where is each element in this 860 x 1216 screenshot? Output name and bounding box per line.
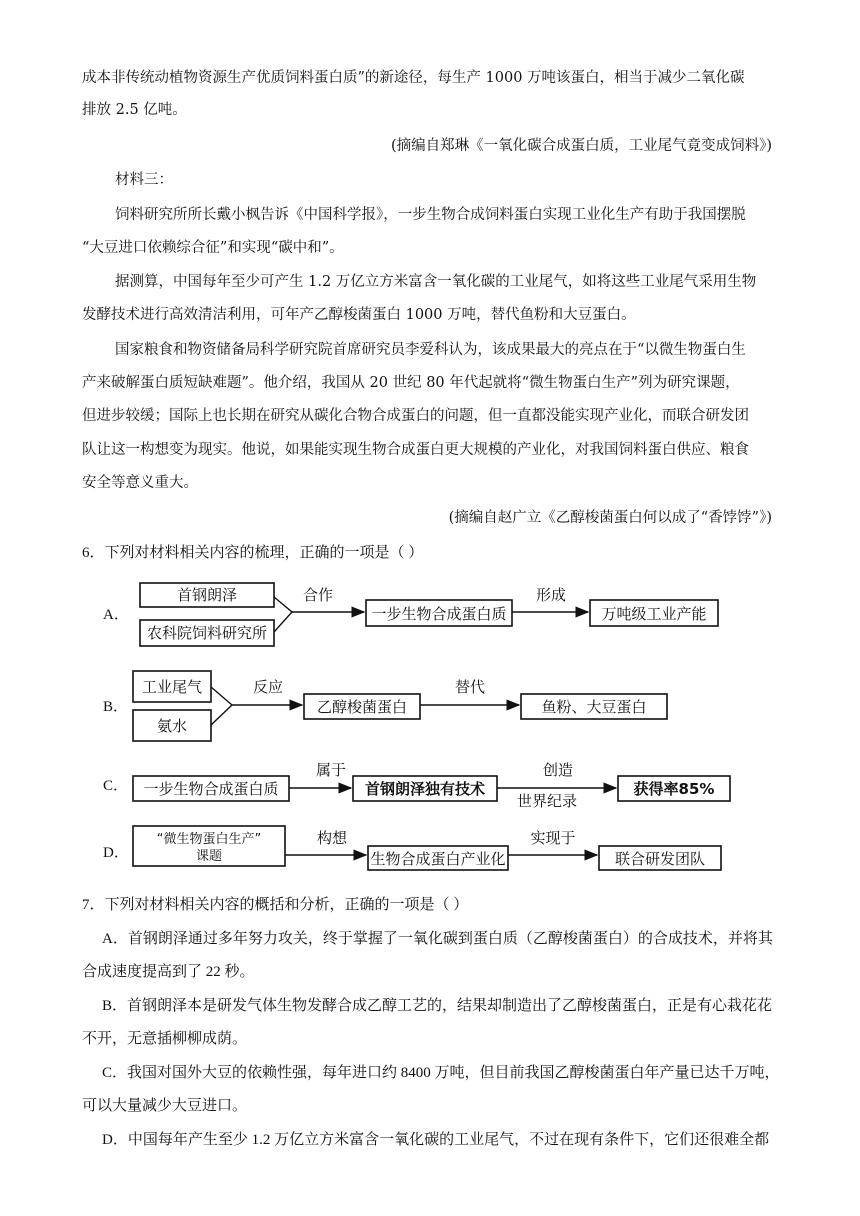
merge-lines	[274, 597, 292, 632]
option-a-label[interactable]: A．	[103, 607, 129, 623]
citation: (摘编自赵广立《乙醇梭菌蛋白何以成了“香饽饽”》)	[448, 510, 772, 526]
arrow-label: 实现于	[530, 829, 576, 847]
option-b-text[interactable]: B．首钢朗泽本是研发气体生物发酵合成乙醇工艺的，结果却制造出了乙醇梭菌蛋白，正是有心栽花花	[102, 998, 773, 1014]
box-text: 课题	[195, 849, 223, 864]
diagram-b	[133, 671, 667, 741]
box-text: 鱼粉、大豆蛋白	[541, 698, 647, 716]
passage-line: 成本非传统动植物资源生产优质饲料蛋白质”的新途径，每生产 1000 万吨该蛋白，相当于减少二氧化碳	[82, 70, 745, 86]
option-b-text: 不开，无意插柳柳成荫。	[82, 1031, 248, 1047]
arrow-label: 形成	[535, 586, 567, 604]
box-text: 一步生物合成蛋白质	[143, 780, 279, 798]
arrow-label: 构想	[316, 829, 348, 847]
box-text: 生物合成蛋白产业化	[370, 850, 506, 868]
option-c-text: 可以大量减少大豆进口。	[82, 1098, 248, 1114]
passage-line: 但进步较缓；国际上也长期在研究从碳化合物合成蛋白的问题，但一直都没能实现产业化，而联合研发团	[82, 408, 749, 424]
passage-line: 队让这一构想变为现实。他说，如果能实现生物合成蛋白更大规模的产业化，对我国饲料蛋白供应、粮食	[82, 442, 749, 458]
question-6-title: 6．下列对材料相关内容的梳理，正确的一项是（ ）	[82, 545, 424, 561]
option-c-text[interactable]: C．我国对国外大豆的依赖性强，每年进口约 8400 万吨，但目前我国乙醇梭菌蛋白年产量已达千万吨，	[102, 1065, 780, 1081]
box-text: 获得率85%	[633, 780, 715, 798]
diagram-a	[140, 583, 718, 646]
passage-line: 国家粮食和物资储备局科学研究院首席研究员李爱科认为，该成果最大的亮点在于“以微生物蛋白生	[115, 342, 746, 358]
option-d-label[interactable]: D．	[103, 845, 129, 861]
option-c-label[interactable]: C．	[103, 778, 129, 794]
passage-line: “大豆进口依赖综合征”和实现“碳中和”。	[82, 240, 344, 256]
box-text: 工业尾气	[141, 678, 203, 696]
box-text: 乙醇梭菌蛋白	[316, 698, 408, 716]
passage-line: 安全等意义重大。	[82, 475, 198, 491]
arrow-label: 世界纪录	[516, 792, 578, 810]
box-text: 首钢朗泽独有技术	[364, 780, 486, 798]
merge-lines	[211, 687, 232, 725]
option-b-label[interactable]: B．	[103, 699, 129, 715]
passage-line: 据测算，中国每年至少可产生 1.2 万亿立方米富含一氧化碳的工业尾气，如将这些工业尾气采用生物	[115, 274, 757, 290]
box-text: 一步生物合成蛋白质	[371, 605, 507, 623]
box-text: 氨水	[156, 717, 188, 735]
passage-line: 发酵技术进行高效清洁利用，可年产乙醇梭菌蛋白 1000 万吨，替代鱼粉和大豆蛋白。	[82, 307, 636, 323]
passage-line: 饲料研究所所长戴小枫告诉《中国科学报》，一步生物合成饲料蛋白实现工业化生产有助于我国摆脱	[115, 207, 746, 223]
arrow-label: 反应	[252, 678, 284, 696]
box-text: 农科院饲料研究所	[146, 624, 268, 642]
citation: (摘编自郑琳《一氧化碳合成蛋白质，工业尾气竟变成饲料》)	[390, 138, 772, 154]
arrow-label: 合作	[302, 586, 334, 604]
arrow-label: 属于	[315, 761, 347, 779]
box-text: 联合研发团队	[614, 850, 706, 868]
passage-line: 产来破解蛋白质短缺难题”。他介绍，我国从 20 世纪 80 年代起就将“微生物蛋白生产”列为研究课题，	[82, 375, 740, 391]
arrow-label: 替代	[454, 678, 486, 696]
box-text: 首钢朗泽	[176, 586, 238, 604]
passage-line: 排放 2.5 亿吨。	[82, 102, 187, 118]
option-a-text: 合成速度提高到了 22 秒。	[82, 964, 255, 980]
option-a-text[interactable]: A．首钢朗泽通过多年努力攻关，终于掌握了一氧化碳到蛋白质（乙醇梭菌蛋白）的合成技术，并将其	[102, 931, 773, 947]
diagram-c	[133, 761, 730, 810]
box-text: “微生物蛋白生产”	[156, 832, 262, 847]
diagram-d	[133, 826, 721, 870]
option-d-text[interactable]: D．中国每年产生至少 1.2 万亿立方米富含一氧化碳的工业尾气，不过在现有条件下，它们还很难全都	[102, 1132, 770, 1148]
box-text: 万吨级工业产能	[601, 605, 707, 623]
material-heading: 材料三：	[115, 172, 173, 188]
arrow-label: 创造	[542, 761, 574, 779]
question-7-title: 7．下列对材料相关内容的概括和分析，正确的一项是（ ）	[82, 897, 469, 913]
